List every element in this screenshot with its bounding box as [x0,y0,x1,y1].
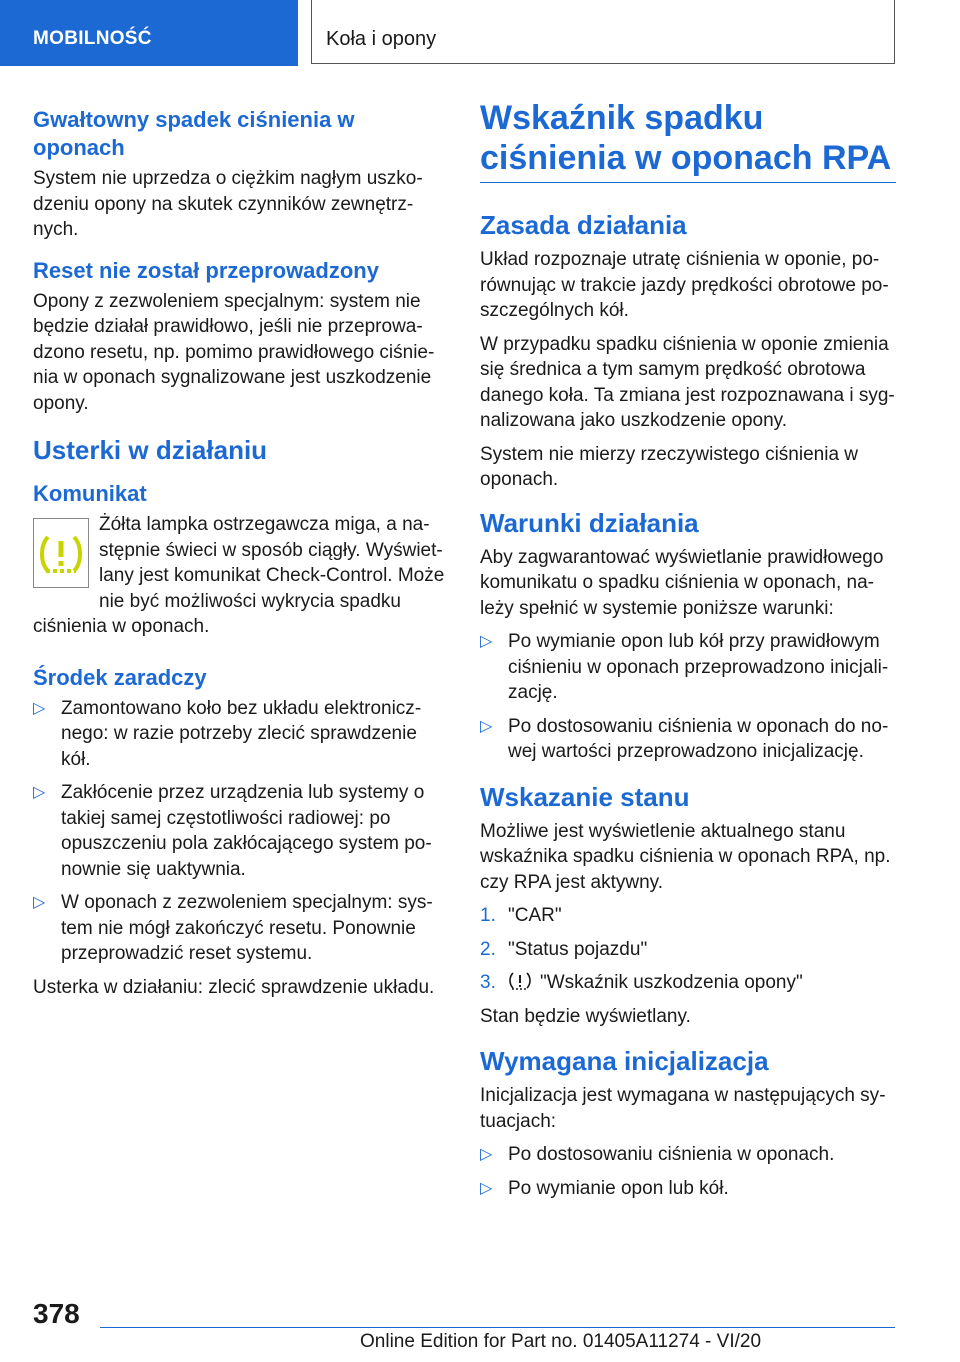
list-item [480,1142,896,1168]
list-item-text: Zakłócenie przez urządzenia lub systemy o takiej samej częstotliwości radiowej: po opuszczeniu pola zakłócającego system ponownie się uaktywnia. [61,782,432,880]
paragraph-fault-final: Usterka w działaniu: zlecić sprawdzenie układu. [33,976,435,998]
page-number: 378 [33,1298,80,1329]
triangle-right-outline-icon: ▷ [480,1146,493,1163]
triangle-right-outline-icon: ▷ [480,633,493,650]
heading-remedy: Środek zaradczy [33,664,207,690]
paragraph-initialization: Inicjalizacja jest wymagana w następujących sytuacjach: [480,1085,886,1132]
step-item [480,937,896,963]
paragraph-principle-3: System nie mierzy rzeczywistego ciśnienia w oponach. [480,443,859,490]
list-item-text: Po wymianie opon lub kół. [508,1177,729,1199]
tire-pressure-warning-icon [33,518,89,588]
list-item-text: Po dostosowaniu ciśnienia w oponach do nowej wartości przeprowadzono inicjalizację. [508,715,889,762]
triangle-right-outline-icon: ▷ [33,894,46,911]
list-item-text: Zamontowano koło bez układu elektronicznego: w razie potrzeby zlecić sprawdzenie kół. [61,697,422,770]
step-number: 3. [480,972,496,993]
list-item [33,780,449,882]
heading-sudden-pressure-loss: Gwałtowny spadek ciśnienia w oponach [33,107,355,160]
page-header [0,0,960,66]
paragraph-status-final: Stan będzie wyświetlany. [480,1005,691,1027]
tire-status-icon [508,970,532,992]
list-item-text: W oponach z zezwoleniem specjalnym: system nie mógł zakończyć resetu. Ponownie przeprowadzić reset systemu. [61,892,433,964]
step-content [508,970,803,996]
list-item [33,696,449,773]
step-text: "Wskaźnik uszkodzenia opony" [540,972,803,993]
triangle-right-outline-icon: ▷ [480,1179,493,1197]
chapter-title: Koła i opony [311,0,895,64]
list-item [480,1176,896,1202]
paragraph-reset-not-done: Opony z zezwoleniem specjalnym: system nie będzie działał prawidłowo, jeśli nie przeprowadzono resetu, np. pomimo prawidłowego ciśnienia w oponach sygnalizowane jest uszkodzenie opony. [33,290,435,414]
heading-faults: Usterki w działaniu [33,435,268,465]
paragraph-sudden-pressure-loss: System nie uprzedza o ciężkim nagłym uszkodzeniu opony na skutek czynników zewnętrznych. [33,168,423,240]
step-text: "Status pojazdu" [508,938,648,960]
footer-edition: Online Edition for Part no. 01405A11274 - VI/20 [360,1331,762,1352]
heading-reset-not-done: Reset nie został przeprowadzony [33,257,379,283]
heading-conditions: Warunki działania [480,507,699,538]
footer-divider [100,1327,895,1328]
left-column [33,98,449,1008]
list-item [480,629,896,706]
list-item-text: Po dostosowaniu ciśnienia w oponach. [508,1144,835,1165]
heading-message: Komunikat [33,481,147,506]
heading-principle: Zasada działania [480,210,687,240]
step-number: 2. [480,938,496,960]
paragraph-message: Żółta lampka ostrzegawcza miga, a następnie świeci w sposób ciągły. Wyświetlany jest komunikat Check-Control. Może nie być możliwości wykrycia spadku ciśnienia w oponach. [33,514,445,637]
heading-status: Wskazanie stanu [480,781,690,812]
list-item [480,714,896,765]
heading-initialization: Wymagana inicjalizacja [480,1046,769,1076]
heading-divider [480,182,896,183]
step-text: "CAR" [508,905,562,926]
triangle-right-outline-icon: ▷ [480,717,493,735]
step-item [480,903,896,929]
list-item [33,890,449,967]
paragraph-status: Możliwe jest wyświetlenie aktualnego stanu wskaźnika spadku ciśnienia w oponach RPA, np. czy RPA jest aktywny. [480,820,891,893]
paragraph-principle-1: Układ rozpoznaje utratę ciśnienia w oponie, porównując w trakcie jazdy prędkości obrotowe poszczególnych kół. [480,249,889,321]
step-number: 1. [480,905,496,926]
heading-rpa: Wskaźnik spadku ciśnienia w oponach RPA [480,99,892,177]
list-item-text: Po wymianie opon lub kół przy prawidłowym ciśnieniu w oponach przeprowadzono inicjalizację. [508,631,889,703]
triangle-right-outline-icon: ▷ [33,699,46,717]
triangle-right-outline-icon: ▷ [33,784,46,801]
right-column [480,98,896,1209]
paragraph-principle-2: W przypadku spadku ciśnienia w oponie zmienia się średnica a tym samym prędkość obrotowa danego koła. Ta zmiana jest rozpoznawana i sygnalizowana jako uszkodzenie opony. [480,333,895,431]
section-tab: MOBILNOŚĆ [0,0,298,66]
message-block [33,512,449,640]
step-item [480,970,896,996]
paragraph-conditions: Aby zagwarantować wyświetlanie prawidłowego komunikatu o spadku ciśnienia w oponach, należy spełnić w systemie poniższe warunki: [480,546,884,619]
